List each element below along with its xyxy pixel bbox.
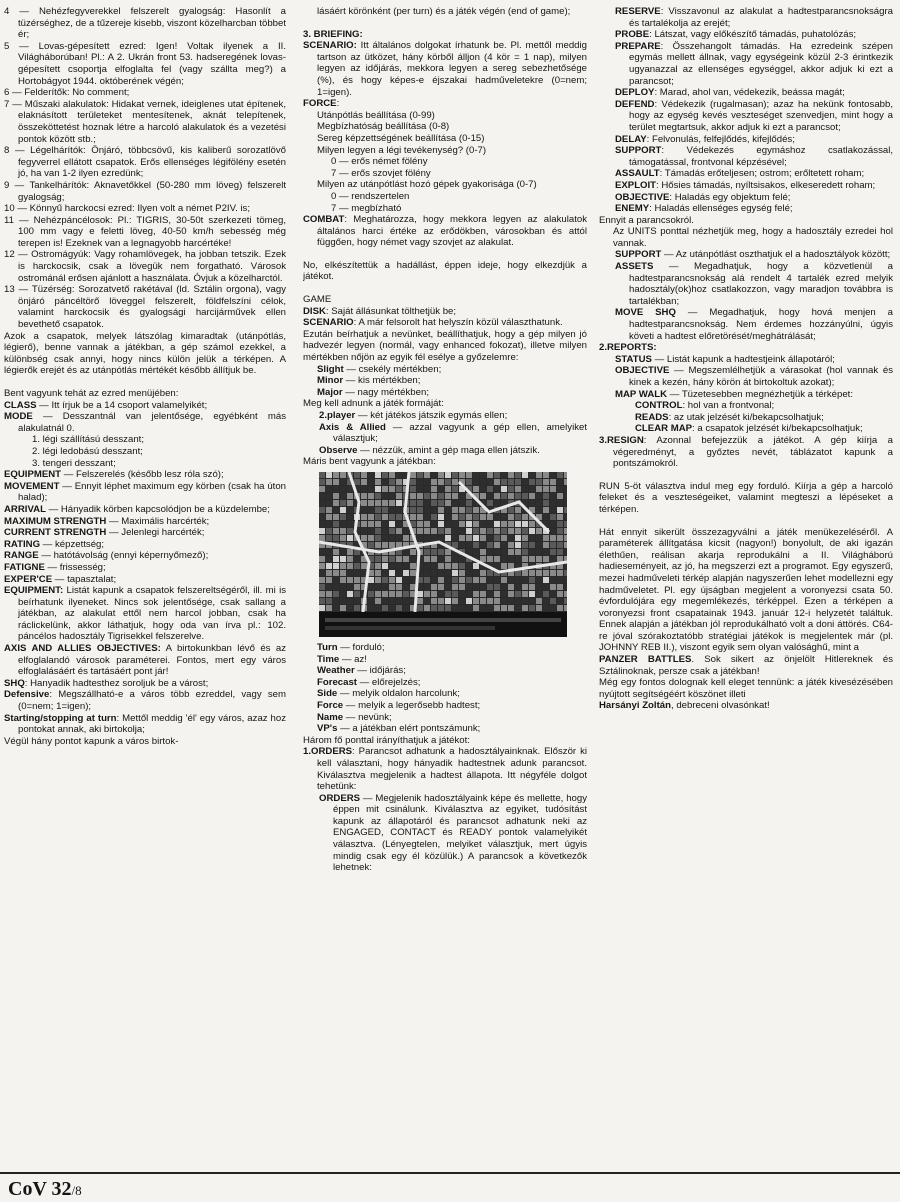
term-text: Itt általános dolgokat írhatunk be. Pl. mettől meddig tartson az ütközet, hány körből álljon (4 kör = 1 nap), milyen legyen az időjárás, mekkora legyen a sereg sebezhetősége (%), és hogy képes-e éjszakai hadműveletekre (0=nem; 1=igen). (317, 40, 587, 98)
paragraph (4, 713, 286, 736)
term-label: PREPARE (615, 40, 661, 52)
paragraph (303, 317, 587, 329)
paragraph (4, 539, 286, 551)
paragraph (303, 133, 587, 145)
term-text: Bent vagyunk tehát az ezred menüjében: (4, 388, 179, 399)
term-text: Az UNITS ponttal nézhetjük meg, hogy a hadosztály ezredei hol vannak. (613, 226, 893, 249)
term-label: SCENARIO: (303, 40, 357, 52)
term-label: 3. BRIEFING: (303, 28, 363, 40)
term-label: SCENARIO (303, 317, 354, 329)
paragraph (303, 203, 587, 215)
paragraph (303, 110, 587, 122)
term-text: Sereg képzettségének beállítása (0-15) (317, 132, 485, 144)
paragraph (4, 400, 286, 412)
term-text: : Saját állásunkat tölthetjük be; (325, 305, 457, 317)
term-label: 2.player (319, 410, 356, 421)
term-label: COMBAT (303, 214, 345, 226)
term-label: VP's (317, 723, 338, 735)
paragraph (303, 677, 587, 689)
term-label: 3.RESIGN (599, 434, 644, 446)
term-text: — Hányadik körben kapcsolódjon be a küzdelembe; (45, 503, 270, 515)
term-text: — nézzük, amint a gép maga ellen játszik. (357, 444, 540, 456)
paragraph (4, 388, 286, 400)
term-text: : Marad, ahol van, védekezik, beássa magát; (654, 87, 845, 99)
term-label: MODE (4, 411, 33, 423)
paragraph (599, 203, 893, 215)
term-label: DEPLOY (615, 87, 655, 99)
term-text: Milyen legyen a légi tevékenység? (0-7) (317, 144, 487, 156)
term-text: Végül hány pontot kapunk a város birtok- (4, 735, 179, 747)
paragraph (4, 446, 286, 458)
paragraph (599, 354, 893, 366)
paragraph (4, 527, 286, 539)
term-text: Máris bent vagyunk a játékban: (303, 456, 436, 468)
paragraph (303, 191, 587, 203)
term-text: — Megadhatjuk, hogy hová menjen a hadtestparancsnokság. Nem érdemes hozzányúlni, úgyis követi a hadtest előretörését/meghátrálását; (629, 307, 893, 342)
term-label: DISK (303, 305, 326, 317)
term-label: SHQ (4, 677, 25, 689)
term-text: 0 — erős német fölény (331, 156, 428, 168)
term-label: RATING (4, 538, 41, 550)
term-label: OBJECTIVE (615, 365, 670, 377)
term-text: — képzettség; (40, 538, 105, 550)
term-text: : Mettől meddig 'él' egy város, azaz hoz pontokat annak, aki birtokolja; (18, 712, 286, 736)
term-text: Meg kell adnunk a játék formáját: (303, 398, 444, 410)
term-text: — Listát kapunk a hadtestjeink állapotáról; (651, 353, 835, 365)
paragraph (303, 712, 587, 724)
term-text: : Hősies támadás, nyíltsisakos, elkeseredett roham; (656, 179, 876, 191)
term-text: — nagy mértékben; (342, 386, 429, 398)
term-text: — Az utánpótlást oszthatjuk el a hadosztályok között; (661, 249, 891, 261)
paragraph (4, 249, 286, 284)
term-text: 7 — erős szovjet fölény (331, 167, 431, 179)
term-text: 9 — Tankelhárítók: Aknavetőkkel (50-280 mm löveg) felszerelt gyalogság; (4, 179, 286, 203)
paragraph (303, 168, 587, 180)
term-text: — azzal vagyunk a gép ellen, amelyiket választjuk; (333, 421, 587, 445)
term-text: — melyik a legerősebb hadtest; (343, 699, 481, 711)
term-text: : Megszállható-e a város több ezreddel, vagy sem (0=nem; 1=igen); (18, 689, 286, 713)
paragraph (4, 180, 286, 203)
paragraph (599, 481, 893, 516)
paragraph (303, 793, 587, 874)
term-text: — Tüzetesebben megnézhetjük a térképet: (667, 388, 854, 400)
term-label: Observe (319, 444, 358, 456)
paragraph (599, 87, 893, 99)
paragraph (4, 41, 286, 87)
column-right (599, 6, 893, 1161)
term-label: Harsányi Zoltán (599, 700, 671, 712)
paragraph (4, 99, 286, 145)
term-text: : hol van a frontvonal; (682, 400, 775, 412)
term-label: CONTROL (635, 400, 683, 412)
term-text: : Védekezik (rugalmasan); azaz ha nekünk fontosabb, hogy az egység kevés veszteséget szenvedjen, mint hogy a terület megtartsuk, akkor adjuk ki ezt a parancsot; (629, 98, 893, 133)
paragraph (599, 700, 893, 712)
term-label: Time (317, 653, 340, 665)
term-text: — frissesség; (44, 561, 106, 573)
term-text: — Megjelenik hadosztályaink képe és mellette, hogy éppen mit csinálunk. Kiválasztva az egyiket, tudósítást kapunk az állapotáról és parancsot adhatunk neki az ENGAGED, CONTACT és READY pontok valamelyikét választva. (Lényegtelen, melyiket választjuk, mert úgyis mindig csak egy él közülük.) A parancsok a következők lehetnek: (333, 792, 587, 874)
game-map-image (319, 472, 567, 637)
term-label: 2.REPORTS: (599, 342, 657, 354)
term-text: 12 — Ostromágyúk: Vagy rohamlövegek, ha jobban tetszik. Ezek is harckocsik, csak a lövegük nem forgatható. Városok ostrománál erősen ajánlott a használata. Óvjuk a közelharctól. (4, 249, 286, 284)
term-label: MOVE SHQ (615, 307, 676, 319)
term-label: MAP WALK (615, 388, 668, 400)
term-label: EQUIPMENT: (4, 585, 64, 597)
term-label: Starting/stopping at turn (4, 712, 117, 724)
term-text: : Összehangolt támadás. Ha ezredeink szépen egymás mellett állnak, vagy egységeink közül 2-3 érintkezik ugyanazzal az ellenséges egységgel, akkor adjuk ki ezt a parancsot; (629, 40, 893, 87)
paragraph (4, 550, 286, 562)
term-label: PANZER BATTLES (599, 654, 692, 666)
term-label: Side (317, 688, 338, 700)
term-label: CLEAR MAP (635, 423, 693, 435)
term-text: 8 — Légelhárítók: Önjáró, többcsövű, kis kaliberű sorozatlövő fegyverrel ellátott csapatok. Erős ellenséges légifölény esetén jó, ha van 1-2 ilyen ezredünk; (4, 145, 286, 180)
footer-folio (8, 1178, 82, 1201)
term-text: RUN 5-öt választva indul meg egy forduló. Kiírja a gép a harcoló feleket és a veszteségeiket, valamint megteszi a lépéseket a térképen. (599, 480, 893, 515)
paragraph (303, 364, 587, 376)
paragraph (303, 422, 587, 445)
term-text: — nevünk; (343, 711, 392, 723)
term-text: — a játékban elért pontszámunk; (337, 723, 481, 735)
paragraph (303, 700, 587, 712)
term-text: Ezután beírhatjuk a nevünket, beállíthatjuk, hogy a gép milyen jó hadvezér legyen (normál, vagy enhanced fokozat), illetve milyen mértékben nőjön az egyik fél esélye a győzelemre: (303, 328, 587, 364)
term-text: 4 — Nehézfegyverekkel felszerelt gyalogság: Hasonlít a tüzérséghez, de a tűzereje kisebb, viszont közelharcban többet ér; (4, 6, 286, 41)
column-middle (303, 6, 587, 1161)
term-text: Hát ennyit sikerült összezagyválni a játék menükezeléséről. A paraméterek állítgatása kicsit (nagyon!) bonyolult, de aki igazán élethűen, reálisan akarja reprodukálni a II. Világháború hadieseményeit, az jó, ha megszerzi ezt a programot. Egy egyszerű, mezei hadműveleti térkép alapján nagyszerűen lehet modellezni egy hadműveletet. Pl. egy újságban megjelent a voronyezsi csata 50. évfordulójára egy megemlékezés, térképpel. Ezen a térképen a voronyezsi front csapatainak 1943. január 12-i helyzetét találtuk. Ennek alapján a játékban jól reprodukálható volt a doni áttörés. C64-re jóval szórakoztatóbb stratégiai játékok is megjelentek már (pl. JOHNNY REB II.), viszont egyik sem olyan valósághű, mint a (599, 526, 893, 654)
term-text: Még egy fontos dolognak kell eleget tennünk: a játék kivesézésében nyújtott segítségéért köszönet illeti (599, 677, 893, 700)
paragraph (4, 215, 286, 250)
paragraph (599, 215, 893, 227)
term-text: : A már felsorolt hat helyszín közül választhatunk. (353, 317, 563, 329)
term-text: 1. légi szállítású desszant; (32, 434, 144, 446)
paragraph (599, 180, 893, 192)
term-text: A birtokunkban lévő és az elfoglalandó városok paraméterei. Fontos, mert egy város elfoglalásáért és tartásáért pont jár! (18, 643, 286, 678)
paragraph (599, 134, 893, 146)
term-text: — Megszemlélhetjük a várasokat (hol vannak és kinek a kezén, hány körön át birtokoltuk azokat); (629, 365, 893, 388)
paragraph (303, 260, 587, 283)
paragraph (4, 481, 286, 504)
paragraph (599, 168, 893, 180)
paragraph (303, 723, 587, 735)
paragraph (4, 562, 286, 574)
term-text: Azok a csapatok, melyek látszólag kimaradtak (utánpótlás, légierő), benne vannak a játékban, a gép számol ezekkel, a különbség csak annyi, hogy nincs külön jelük a térképen. A légierők erejét és az utánpótlás mértékét később állítjuk be. (4, 330, 286, 377)
term-text: — melyik oldalon harcolunk; (337, 688, 460, 700)
paragraph (4, 678, 286, 690)
term-label: EQUIPMENT (4, 469, 62, 481)
paragraph (303, 375, 587, 387)
paragraph (303, 329, 587, 364)
page-number: /8 (71, 1183, 82, 1198)
term-text: — hatótávolság (ennyi képernyőmező); (38, 550, 209, 562)
term-text: : Látszat, vagy előkészítő támadás, puhatolózás; (649, 29, 857, 41)
paragraph (4, 736, 286, 748)
term-text: : Hanyadik hadtesthez soroljuk be a várost; (24, 677, 209, 689)
paragraph (303, 156, 587, 168)
paragraph (599, 226, 893, 249)
paragraph (4, 87, 286, 99)
paragraph (303, 456, 587, 468)
paragraph (4, 516, 286, 528)
term-label: 1.ORDERS (303, 746, 353, 758)
paragraph (4, 6, 286, 41)
column-middle-top (303, 6, 587, 468)
term-text: 3. tengeri desszant; (32, 457, 116, 469)
paragraph (303, 642, 587, 654)
column-middle-bottom (303, 642, 587, 874)
term-text: — tapasztalat; (52, 573, 117, 585)
term-text: lásáért körönként (per turn) és a játék végén (end of game); (317, 6, 571, 17)
paragraph (4, 643, 286, 678)
term-label: STATUS (615, 353, 652, 365)
paragraph (4, 585, 286, 643)
paragraph (599, 192, 893, 204)
term-text: — előrejelzés; (357, 676, 421, 688)
paragraph (4, 469, 286, 481)
paragraph (599, 29, 893, 41)
paragraph (599, 365, 893, 388)
term-text: — Itt írjuk be a 14 csoport valamelyikét; (36, 399, 208, 411)
term-label: PROBE (615, 29, 650, 41)
term-text: — Ennyit léphet maximum egy körben (csak ha úton halad); (18, 480, 286, 504)
term-label: SUPPORT (615, 145, 662, 157)
term-label: Force (317, 699, 344, 711)
term-text: : az utak jelzését ki/bekapcsolhatjuk; (668, 411, 824, 423)
term-text: 13 — Tüzérség: Sorozatvető rakétával (ld. Sztálin orgona), vagy önjáró páncéltörő löveggel felszerelt, földfelszíni célok, valamint harckocsik és gyalogsági harcijárművek ellen bevethető csapatok. (4, 284, 286, 331)
paragraph (303, 654, 587, 666)
paragraph (599, 423, 893, 435)
paragraph (599, 249, 893, 261)
term-label: READS (635, 411, 669, 423)
term-text: — kis mértékben; (343, 375, 421, 387)
paragraph (599, 145, 893, 168)
paragraph (4, 203, 286, 215)
paragraph (4, 574, 286, 586)
term-text: 7 — megbízható (331, 202, 402, 214)
term-label: EXPLOIT (615, 179, 657, 191)
paragraph (599, 6, 893, 29)
paragraph (303, 387, 587, 399)
term-text: : Parancsot adhatunk a hadosztályainknak. Először ki kell választani, hogy hányadik hadtestnek adunk parancsot. Kiválasztva megjelenik a hadtest állapota. Itt négyféle dolgot tehetünk: (317, 746, 587, 793)
game-screenshot (319, 472, 567, 637)
paragraph (303, 40, 587, 98)
term-text: : Haladás ellenséges egység felé; (649, 203, 793, 215)
term-text: 10 — Könnyű harckocsi ezred: Ilyen volt a német P2IV. is; (4, 203, 251, 215)
paragraph (599, 389, 893, 401)
term-text: 7 — Műszaki alakulatok: Hidakat vernek, ideiglenes utat építenek, elaknásított területeket mentesítenek, aknát telepítenek, összeköttetést hoznak létre a harcoló alakulatok és a vezetési pontok között stb.; (4, 98, 286, 145)
term-text: — csekély mértékben; (343, 363, 442, 375)
term-text: : Támadás erőteljesen; ostrom; erőltetett roham; (659, 168, 865, 180)
term-label: FATIGNE (4, 561, 45, 573)
term-label: Forecast (317, 676, 357, 688)
paragraph (303, 29, 587, 41)
term-label: Name (317, 711, 344, 723)
term-text: : Azonnal befejezzük a játékot. A gép kiírja a végeredményt, a győztes nevét, táblázatot kapunk a pontszámokról. (613, 434, 893, 470)
paragraph (303, 445, 587, 457)
term-text: — Jelenlegi harcérték; (106, 527, 205, 539)
term-text: — időjárás; (354, 665, 406, 677)
term-text: : Visszavonul az alakulat a hadtestparancsnokságra és tartalékolja az erejét; (629, 6, 893, 29)
paragraph (303, 735, 587, 747)
paragraph (303, 294, 587, 306)
term-text: 11 — Nehézpáncélosok: Pl.: TIGRIS, 30-50t szerkezeti tömeg, 100 mm vagy e feletti löveg, 40-50 km/h sebesség még terepen is! Ezeknek van a legnagyobb harcértéke! (4, 214, 286, 249)
paragraph (303, 6, 587, 18)
term-label: Weather (317, 665, 355, 677)
paragraph (4, 145, 286, 180)
term-label: ENEMY (615, 203, 650, 215)
term-text: GAME (303, 294, 332, 306)
page-footer (0, 1172, 900, 1202)
paragraph (303, 145, 587, 157)
paragraph (599, 654, 893, 677)
paragraph (4, 411, 286, 434)
term-label: FORCE (303, 98, 337, 110)
paragraph (303, 665, 587, 677)
paragraph (4, 504, 286, 516)
paragraph (599, 99, 893, 134)
paragraph (4, 458, 286, 470)
term-label: Axis & Allied (319, 421, 386, 433)
term-label: MOVEMENT (4, 480, 60, 492)
paragraph (303, 746, 587, 792)
term-text: Három fő ponttal irányíthatjuk a játékot: (303, 734, 470, 746)
paragraph (303, 98, 587, 110)
term-label: ARRIVAL (4, 503, 46, 515)
term-text: — két játékos játszik egymás ellen; (355, 410, 508, 421)
paragraph (599, 342, 893, 354)
term-label: SUPPORT (615, 249, 662, 261)
term-label: ASSETS (615, 261, 654, 273)
paragraph (599, 41, 893, 87)
term-text: : Védekezés egymáshoz csatlakozással, támogatással, frontvonal képzésével; (629, 145, 893, 168)
term-label: Slight (317, 363, 344, 375)
term-label: DELAY (615, 133, 647, 145)
term-text: , debreceni olvasónkat! (670, 700, 770, 712)
term-text: 6 — Felderítők: No comment; (4, 87, 130, 99)
term-text: — forduló; (337, 641, 385, 653)
term-text: : Felvonulás, felfejlődés, kifejlődés; (646, 133, 795, 145)
term-text: : Meghatározza, hogy mekkora legyen az alakulatok általános harci értéke az erődökben, városokban és attól függően, hogy német vagy szovjet az alakulat. (317, 214, 587, 249)
paragraph (303, 121, 587, 133)
term-label: ASSAULT (615, 168, 660, 180)
term-text: No, elkészítettük a hadállást, éppen ideje, hogy elkezdjük a játékot. (303, 259, 587, 283)
column-left (4, 6, 286, 1161)
term-text: : a csapatok jelzését ki/bekapcsolhatjuk; (692, 423, 863, 435)
term-label: RANGE (4, 550, 39, 562)
term-text: Ennyit a parancsokról. (599, 214, 694, 226)
paragraph (599, 527, 893, 655)
term-label: Major (317, 386, 343, 398)
term-text: — Felszerelés (később lesz róla szó); (61, 469, 224, 481)
term-label: Turn (317, 641, 338, 653)
term-text: : Haladás egy objektum felé; (669, 191, 791, 203)
term-text: 2. légi ledobású desszant; (32, 445, 143, 457)
term-text: Listát kapunk a csapatok felszereltségéről, ill. mi is beírhatunk ilyeneket. Nincs sok jelentősége, csak sallang a játékban, az alakulat ettől nem harcol jobban, csak ha ráclickelünk, akkor láthatjuk, hogy oda van írva pl.: 102. páncélos hadosztály Tigrisekkel felszerelve. (18, 585, 286, 643)
term-text: — Megadhatjuk, hogy a közvetlenül a hadtestparancsnokság alá rendelt 4 tartalék ezred melyik hadosztály(ok)hoz csatlakozzon, vagy maradjon továbbra is tartalékban; (629, 261, 893, 307)
paragraph (303, 179, 587, 191)
paragraph (303, 214, 587, 249)
term-label: Defensive (4, 689, 50, 701)
term-text: — Desszantnál van jelentősége, egyébként más alakulatnál 0. (18, 411, 286, 434)
paragraph (599, 261, 893, 307)
term-text: — Maximális harcérték; (106, 515, 210, 527)
term-text: . Sok sikert az önjelölt Hitlereknek és Sztálinoknak, persze csak a játékban! (599, 654, 893, 677)
paragraph (4, 331, 286, 377)
term-text: Utánpótlás beállítása (0-99) (317, 109, 435, 121)
paragraph (4, 689, 286, 712)
paragraph (599, 307, 893, 342)
term-label: RESERVE (615, 6, 661, 17)
paragraph (599, 400, 893, 412)
term-text: 0 — rendszertelen (331, 190, 410, 202)
paragraph (303, 398, 587, 410)
term-text: : (336, 98, 340, 110)
paragraph (303, 410, 587, 422)
term-label: CLASS (4, 399, 37, 411)
term-label: ORDERS (319, 792, 361, 804)
term-label: CURRENT STRENGTH (4, 527, 107, 539)
term-label: MAXIMUM STRENGTH (4, 515, 107, 527)
paragraph (599, 677, 893, 700)
term-text: Megbízhatóság beállítása (0-8) (317, 121, 450, 133)
term-label: Minor (317, 375, 344, 387)
term-text: — az! (339, 653, 367, 665)
paragraph (599, 435, 893, 470)
paragraph (599, 412, 893, 424)
paragraph (303, 688, 587, 700)
term-label: EXPER'CE (4, 573, 53, 585)
paragraph (303, 306, 587, 318)
term-label: AXIS AND ALLIES OBJECTIVES: (4, 643, 161, 655)
term-label: DEFEND (615, 98, 655, 110)
term-text: Milyen az utánpótlást hozó gépek gyakorisága (0-7) (317, 179, 537, 191)
magazine-name: CoV 32 (8, 1178, 72, 1200)
paragraph (4, 434, 286, 446)
term-label: OBJECTIVE (615, 191, 670, 203)
paragraph (4, 284, 286, 330)
term-text: 5 — Lovas-gépesített ezred: Igen! Voltak ilyenek a II. Világháborúban! Pl.: A 2. Ukrán front 53. hadseregének lovas-gépesített csoportja elfoglalta fel (vagy szállta meg?) a Hortobágyot 1944. októberének végén; (4, 40, 286, 87)
